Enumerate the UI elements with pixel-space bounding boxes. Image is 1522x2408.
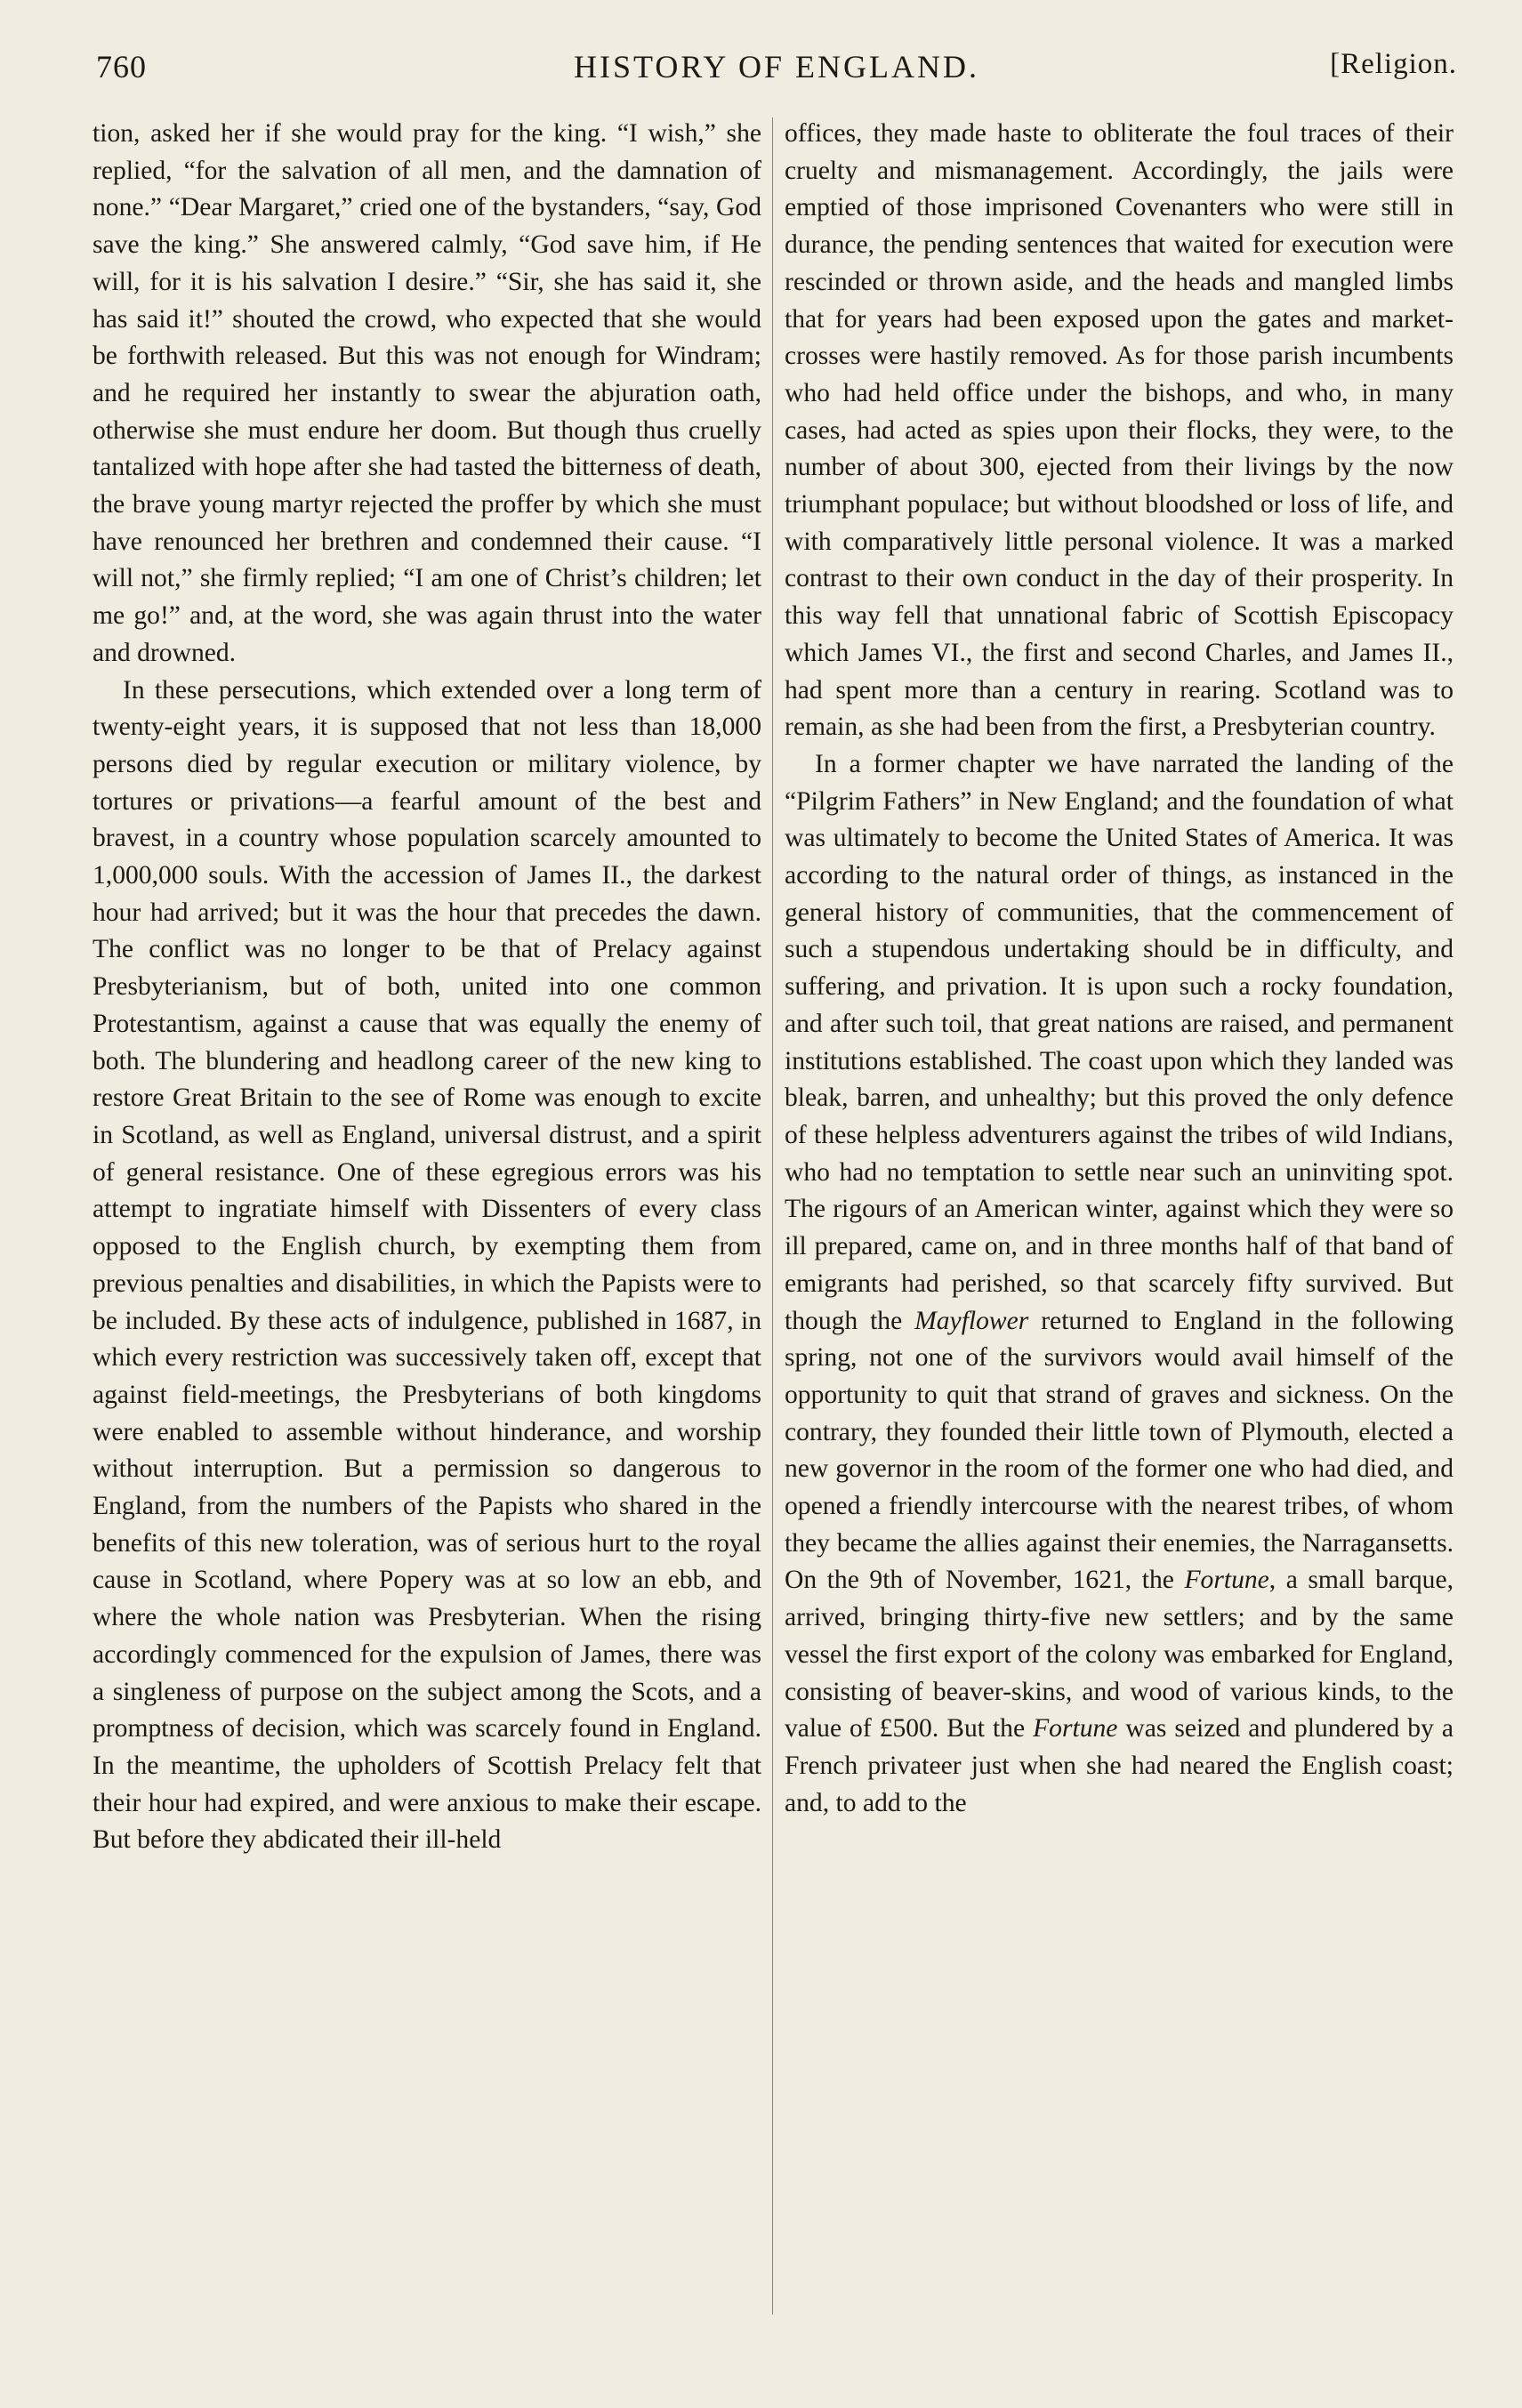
running-title: HISTORY OF ENGLAND. — [573, 49, 980, 85]
column-divider — [772, 117, 773, 2315]
paragraph-margaret: tion, asked her if she would pray for the king. “I wish,” she replied, “for the salvation of all men, and the damnation of none.” “Dear Margaret,” cried one of the bystanders, “say, God save the king.” She answered calmly, “God save him, if He will, for it is his salvation I desire.” “Sir, she has said it, she has said it!” shouted the crowd, who expected that she would be forthwith released. But this was not enough for Windram; and he required her instantly to swear the abjuration oath, otherwise she must endure her doom. But though thus cruelly tantalized with hope after she had tasted the bitterness of death, the brave young martyr rejected the proffer by which she must have renounced her brethren and condemned their cause. “I will not,” she firmly replied; “I am one of Christ’s children; let me go!” and, at the word, she was again thrust into the water and drowned. — [93, 119, 761, 667]
running-header — [96, 48, 1457, 101]
ship-name-fortune: Fortune — [1184, 1566, 1269, 1595]
page-number: 760 — [96, 49, 147, 85]
text-run: was seized and plundered by a French privateer just when she had neared the English coast; and, to add to the — [785, 1714, 1454, 1817]
paragraph-pilgrim-fathers — [785, 746, 1454, 1822]
text-run: In a former chapter we have narrated the landing of the “Pilgrim Fathers” in New England; and the foundation of what was ultimately to become the United States of America. It was according to the natural order of things, as instanced in the general history of communities, that the commencement of such a stupendous undertaking should be in difficulty, and suffering, and privation. It is upon such a rocky foundation, and after such toil, that great nations are raised, and permanent institutions established. The coast upon which they landed was bleak, barren, and unhealthy; but this proved the only defence of these helpless adventurers against the tribes of wild Indians, who had no temptation to settle near such an uninviting spot. The rigours of an American winter, against which they were so ill prepared, came on, and in three months half of that band of emigrants had perished, so that scarcely fifty survived. But though the — [785, 749, 1454, 1335]
text-run: returned to England in the following spring, not one of the survivors would avail himself of the opportunity to quit that strand of graves and sickness. On the contrary, they founded their little town of Plymouth, elected a new governor in the room of the former one who had died, and opened a friendly intercourse with the nearest tribes, of whom they became the allies against their enemies, the Narragansetts. On the 9th of November, 1621, the — [785, 1306, 1454, 1595]
section-label: [Religion. — [1330, 48, 1457, 80]
paragraph-offices: offices, they made haste to obliterate the foul traces of their cruelty and mismanagement. Accordingly, the jails were emptied of those imprisoned Covenanters who were still in durance, the pending sentences that waited for execution were rescinded or thrown aside, and the heads and mangled limbs that for years had been exposed upon the gates and market-crosses were hastily removed. As for those parish incumbents who had held office under the bishops, and who, in many cases, had acted as spies upon their flocks, they were, to the number of about 300, ejected from their livings by the now triumphant populace; but without bloodshed or loss of life, and with comparatively little personal violence. It was a marked contrast to their own conduct in the day of their prosperity. In this way fell that unnational fabric of Scottish Episcopacy which James VI., the first and second Charles, and James II., had spent more than a century in rearing. Scotland was to remain, as she had been from the first, a Presbyterian country. — [785, 119, 1454, 742]
ship-name-fortune: Fortune — [1033, 1714, 1118, 1744]
text-run: , a small barque, arrived, bringing thirty-five new settlers; and by the same vessel the first export of the colony was embarked for England, consisting of beaver-skins, and wood of various kinds, to the value of £500. But the — [785, 1566, 1454, 1744]
left-column — [93, 116, 761, 1859]
paragraph-persecutions: In these persecutions, which extended over a long term of twenty-eight years, it is supposed that not less than 18,000 persons died by regular execution or military violence, by tortures or privations—a fearful amount of the best and bravest, in a country whose population scarcely amounted to 1,000,000 souls. With the accession of James II., the darkest hour had arrived; but it was the hour that precedes the dawn. The conflict was no longer to be that of Prelacy against Presbyterianism, but of both, united into one common Protestantism, against a cause that was equally the enemy of both. The blundering and headlong career of the new king to restore Great Britain to the see of Rome was enough to excite in Scotland, as well as England, universal distrust, and a spirit of general resistance. One of these egregious errors was his attempt to ingratiate himself with Dissenters of every class opposed to the English church, by exempting them from previous penalties and disabilities, in which the Papists were to be included. By these acts of indulgence, published in 1687, in which every restriction was successively taken off, except that against field-meetings, the Presbyterians of both kingdoms were enabled to assemble without hinderance, and worship without interruption. But a permission so dangerous to England, from the numbers of the Papists who shared in the benefits of this new toleration, was of serious hurt to the royal cause in Scotland, where Popery was at so low an ebb, and where the whole nation was Presbyterian. When the rising accordingly commenced for the expulsion of James, there was a singleness of purpose on the subject among the Scots, and a promptness of decision, which was scarcely found in England. In the meantime, the upholders of Scottish Prelacy felt that their hour had expired, and were anxious to make their escape. But before they abdicated their ill-held — [93, 675, 761, 1855]
ship-name-mayflower: Mayflower — [914, 1306, 1029, 1335]
right-column — [785, 116, 1454, 1822]
